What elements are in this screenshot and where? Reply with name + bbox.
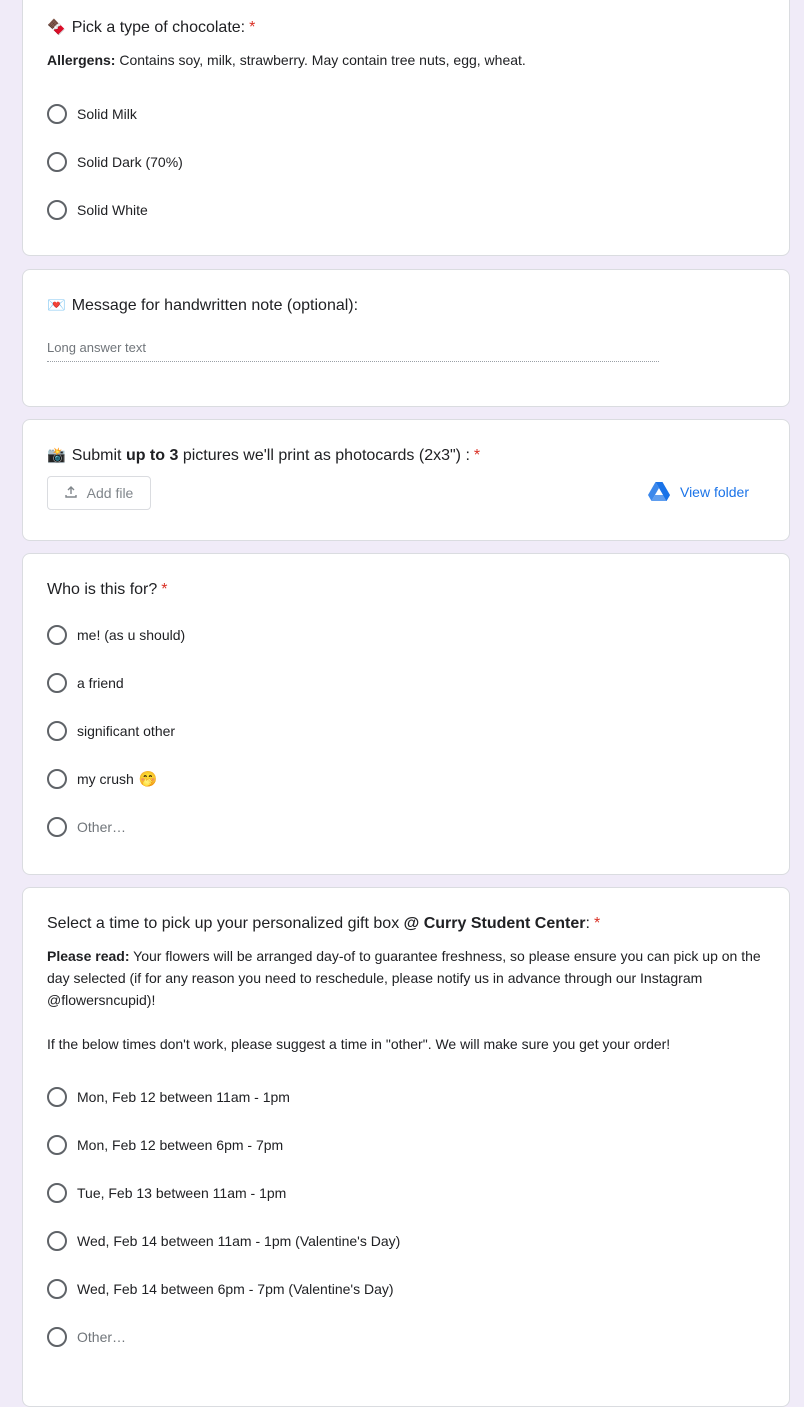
option-label: Mon, Feb 12 between 11am - 1pm bbox=[77, 1089, 290, 1105]
pickup-option-tue-11am[interactable] bbox=[47, 1181, 286, 1205]
radio-button[interactable] bbox=[47, 104, 67, 124]
option-label: Wed, Feb 14 between 11am - 1pm (Valentine's Day) bbox=[77, 1233, 401, 1249]
radio-button[interactable] bbox=[47, 1327, 67, 1347]
recipient-option-significant-other[interactable] bbox=[47, 719, 175, 743]
required-asterisk: * bbox=[473, 447, 481, 464]
radio-button[interactable] bbox=[47, 1231, 67, 1251]
add-file-button[interactable] bbox=[47, 476, 151, 510]
recipient-option-friend[interactable] bbox=[47, 671, 124, 695]
required-asterisk: * bbox=[249, 19, 256, 36]
option-label: Solid White bbox=[77, 202, 148, 218]
radio-button[interactable] bbox=[47, 625, 67, 645]
pickup-question-title bbox=[47, 912, 600, 936]
recipient-option-other[interactable] bbox=[47, 815, 126, 839]
pickup-note-description bbox=[47, 1033, 765, 1055]
pickup-option-other[interactable] bbox=[47, 1325, 126, 1349]
radio-button[interactable] bbox=[47, 721, 67, 741]
message-long-answer-field[interactable] bbox=[47, 340, 659, 362]
pickup-option-mon-11am[interactable] bbox=[47, 1085, 290, 1109]
radio-button[interactable] bbox=[47, 817, 67, 837]
required-asterisk: * bbox=[161, 581, 168, 598]
please-read-text: Your flowers will be arranged day-of to guarantee freshness, so please ensure you can pick up on the day selected (if for any reason you need to reschedule, please notify us in advance through our Instagram @flowersncupid)! bbox=[47, 948, 761, 1008]
view-folder-link[interactable] bbox=[648, 482, 749, 501]
google-drive-icon bbox=[648, 482, 670, 501]
chocolate-bar-icon: 🍫 bbox=[47, 19, 66, 36]
radio-button[interactable] bbox=[47, 1087, 67, 1107]
other-option-label: Other… bbox=[77, 819, 127, 835]
pickup-option-wed-11am[interactable] bbox=[47, 1229, 400, 1253]
radio-button[interactable] bbox=[47, 673, 67, 693]
long-answer-placeholder: Long answer text bbox=[47, 340, 147, 355]
radio-button[interactable] bbox=[47, 152, 67, 172]
chocolate-question-card bbox=[22, 0, 790, 256]
recipient-question-card bbox=[22, 553, 790, 875]
recipient-option-me[interactable] bbox=[47, 623, 185, 647]
required-asterisk: * bbox=[593, 915, 601, 932]
recipient-title-text: Who is this for? bbox=[47, 581, 158, 598]
pickup-question-card bbox=[22, 887, 790, 1407]
option-label: Wed, Feb 14 between 6pm - 7pm (Valentine's Day) bbox=[77, 1281, 394, 1297]
message-question-card bbox=[22, 269, 790, 407]
photos-title-post: pictures we'll print as photocards (2x3") : bbox=[178, 447, 470, 464]
please-read-label: Please read: bbox=[47, 948, 130, 964]
other-option-label: Other… bbox=[77, 1329, 127, 1345]
photos-question-card bbox=[22, 419, 790, 541]
photos-title-pre: Submit bbox=[71, 447, 126, 464]
pickup-read-description bbox=[47, 945, 765, 1011]
radio-button[interactable] bbox=[47, 1135, 67, 1155]
allergens-label: Allergens: bbox=[47, 52, 116, 68]
option-label: me! (as u should) bbox=[77, 627, 186, 643]
recipient-question-title bbox=[47, 578, 168, 602]
chocolate-title-text: Pick a type of chocolate: bbox=[71, 19, 246, 36]
view-folder-label: View folder bbox=[679, 483, 749, 500]
chocolate-option-solid-dark[interactable] bbox=[47, 150, 183, 174]
message-question-title bbox=[47, 294, 358, 318]
option-label: Solid Milk bbox=[77, 106, 137, 122]
pickup-title-pre: Select a time to pick up your personalized gift box bbox=[47, 915, 404, 932]
option-label: a friend bbox=[77, 675, 124, 691]
photos-question-title bbox=[47, 444, 480, 468]
pickup-title-bold: @ Curry Student Center bbox=[403, 915, 586, 932]
option-label: Tue, Feb 13 between 11am - 1pm bbox=[77, 1185, 287, 1201]
recipient-option-crush[interactable] bbox=[47, 767, 157, 791]
hand-over-mouth-emoji-icon: 🤭 bbox=[138, 771, 158, 788]
pickup-note-text: If the below times don't work, please suggest a time in "other". We will make sure you get your order! bbox=[47, 1036, 671, 1052]
pickup-option-mon-6pm[interactable] bbox=[47, 1133, 283, 1157]
chocolate-question-title bbox=[47, 16, 255, 40]
pickup-option-wed-6pm[interactable] bbox=[47, 1277, 394, 1301]
option-label: Mon, Feb 12 between 6pm - 7pm bbox=[77, 1137, 284, 1153]
pickup-title-post: : bbox=[585, 915, 590, 932]
radio-button[interactable] bbox=[47, 1279, 67, 1299]
photos-title-bold: up to 3 bbox=[125, 447, 179, 464]
radio-button[interactable] bbox=[47, 1183, 67, 1203]
option-label: Solid Dark (70%) bbox=[77, 154, 183, 170]
allergens-description bbox=[47, 49, 765, 71]
allergens-text: Contains soy, milk, strawberry. May contain tree nuts, egg, wheat. bbox=[115, 52, 526, 68]
camera-flash-icon: 📸 bbox=[47, 447, 66, 464]
message-title-text: Message for handwritten note (optional): bbox=[71, 297, 359, 314]
add-file-label: Add file bbox=[86, 485, 134, 501]
chocolate-option-solid-milk[interactable] bbox=[47, 102, 137, 126]
radio-button[interactable] bbox=[47, 769, 67, 789]
love-letter-icon: 💌 bbox=[47, 297, 66, 314]
radio-button[interactable] bbox=[47, 200, 67, 220]
option-label: my crush bbox=[77, 771, 134, 787]
option-label: significant other bbox=[77, 723, 176, 739]
chocolate-option-solid-white[interactable] bbox=[47, 198, 148, 222]
upload-icon bbox=[65, 486, 77, 501]
